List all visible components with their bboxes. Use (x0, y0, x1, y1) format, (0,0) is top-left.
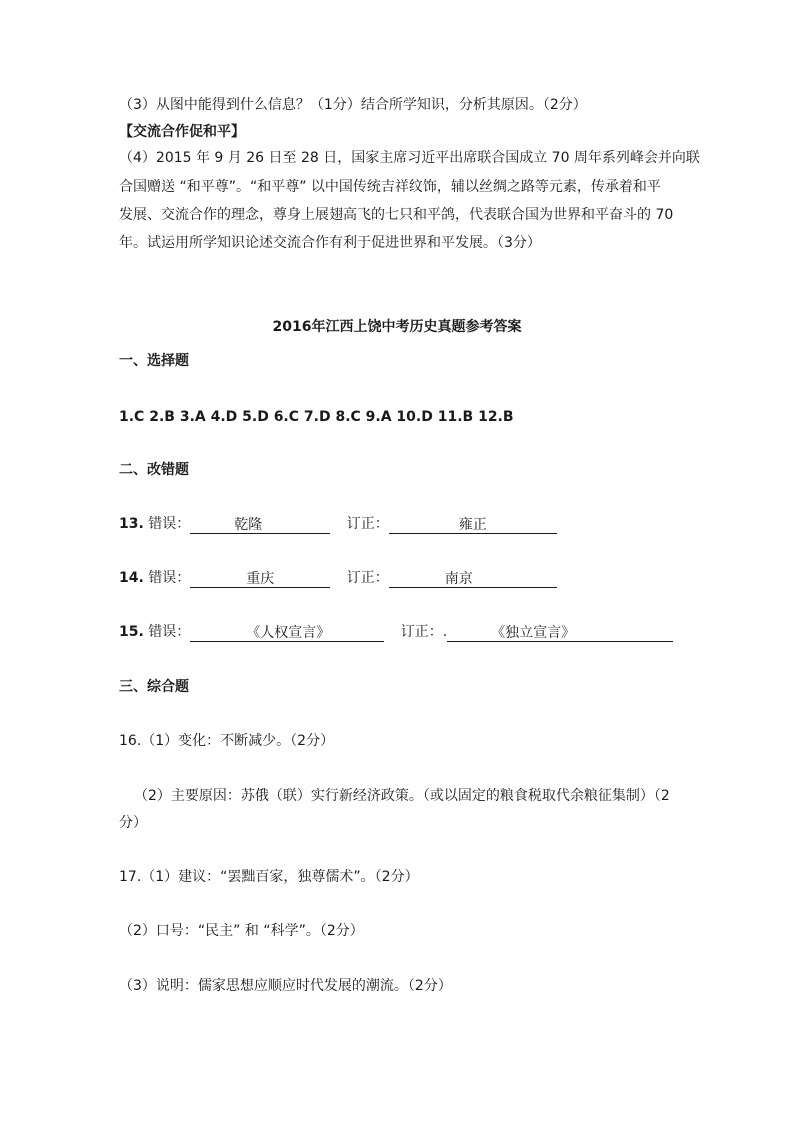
fix-label: 订正：. (400, 624, 448, 640)
wrong-answer: 乾隆 (190, 515, 330, 534)
correction-row-15 (119, 622, 673, 642)
part1-heading: 一、选择题 (119, 353, 189, 369)
part3-heading: 三、综合题 (119, 679, 189, 695)
wrong-label: 错误： (148, 624, 191, 640)
part2-heading: 二、改错题 (119, 462, 189, 478)
question-4-line-2: 合国赠送 “和平尊”。“和平尊” 以中国传统吉祥纹饰，辅以丝绸之路等元素，传承着和平 (119, 179, 661, 195)
question-4-line-3: 发展、交流合作的理念，尊身上展翅高飞的七只和平鸽，代表联合国为世界和平奋斗的 70 (119, 207, 674, 223)
wrong-label: 错误： (148, 570, 191, 586)
question-16-1: 16.（1）变化：不断减少。（2分） (119, 733, 335, 749)
question-16-2-line-1: （2）主要原因：苏俄（联）实行新经济政策。（或以固定的粮食税取代余粮征集制）（2 (134, 788, 670, 804)
fix-answer: 雍正 (389, 515, 557, 534)
fix-answer: 《独立宣言》 (447, 623, 673, 642)
question-17-3: （3）说明：儒家思想应顺应时代发展的潮流。（2分） (119, 978, 452, 994)
question-4-line-1: （4）2015 年 9 月 26 日至 28 日，国家主席习近平出席联合国成立 70 周年系列峰会并向联 (119, 150, 700, 166)
question-16-2-line-2: 分） (119, 815, 147, 831)
fix-label: 订正： (346, 570, 389, 586)
choice-answers: 1.C 2.B 3.A 4.D 5.D 6.C 7.D 8.C 9.A 10.D 11.B 12.B (119, 409, 514, 425)
question-17-2: （2）口号：“民主” 和 “科学”。（2分） (119, 923, 364, 939)
wrong-answer: 重庆 (190, 569, 330, 588)
section-heading: 【交流合作促和平】 (119, 124, 245, 140)
row-number: 15. (119, 624, 144, 640)
answers-title: 2016年江西上饶中考历史真题参考答案 (272, 319, 522, 335)
fix-answer: 南京 (389, 569, 557, 588)
question-3: （3）从图中能得到什么信息？（1分）结合所学知识，分析其原因。（2分） (119, 97, 587, 113)
correction-row-14 (119, 568, 557, 588)
row-number: 13. (119, 516, 144, 532)
question-4-line-4: 年。试运用所学知识论述交流合作有利于促进世界和平发展。（3分） (119, 235, 541, 251)
wrong-answer: 《人权宣言》 (190, 623, 384, 642)
wrong-label: 错误： (148, 516, 191, 532)
fix-label: 订正： (346, 516, 389, 532)
row-number: 14. (119, 570, 144, 586)
correction-row-13 (119, 514, 557, 534)
question-17-1: 17.（1）建议：“罢黜百家，独尊儒术”。（2分） (119, 869, 419, 885)
